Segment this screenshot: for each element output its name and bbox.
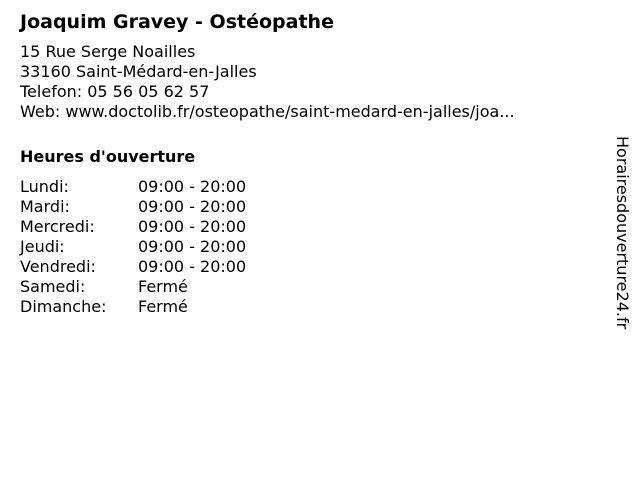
address-street: 15 Rue Serge Noailles — [20, 42, 196, 61]
hours-time-value: Fermé — [138, 297, 188, 316]
hours-time-value: 09:00 - 20:00 — [138, 237, 247, 256]
hours-day-label: Lundi: — [20, 177, 69, 196]
hours-row-sunday — [20, 297, 605, 317]
business-card — [20, 9, 605, 317]
website-line: Web: www.doctolib.fr/osteopathe/saint-medard-en-jalles/joa... — [20, 102, 515, 121]
hours-row-tuesday — [20, 197, 605, 217]
hours-row-wednesday — [20, 217, 605, 237]
address-city: 33160 Saint-Médard-en-Jalles — [20, 62, 257, 81]
business-name: Joaquim Gravey - Ostéopathe — [20, 11, 334, 33]
hours-day-label: Vendredi: — [20, 257, 96, 276]
hours-row-saturday — [20, 277, 605, 297]
hours-time-value: 09:00 - 20:00 — [138, 197, 247, 216]
hours-day-label: Mercredi: — [20, 217, 95, 236]
hours-row-friday — [20, 257, 605, 277]
hours-day-label: Mardi: — [20, 197, 70, 216]
opening-hours-title: Heures d'ouverture — [20, 147, 196, 166]
hours-time-value: 09:00 - 20:00 — [138, 217, 247, 236]
hours-day-label: Dimanche: — [20, 297, 107, 316]
opening-hours-list — [20, 177, 605, 317]
hours-row-thursday — [20, 237, 605, 257]
hours-time-value: 09:00 - 20:00 — [138, 177, 247, 196]
phone-line: Telefon: 05 56 05 62 57 — [20, 82, 210, 101]
hours-time-value: Fermé — [138, 277, 188, 296]
hours-day-label: Samedi: — [20, 277, 86, 296]
hours-day-label: Jeudi: — [20, 237, 65, 256]
hours-row-monday — [20, 177, 605, 197]
site-watermark: Horairesdouverture24.fr — [613, 136, 632, 330]
hours-time-value: 09:00 - 20:00 — [138, 257, 247, 276]
